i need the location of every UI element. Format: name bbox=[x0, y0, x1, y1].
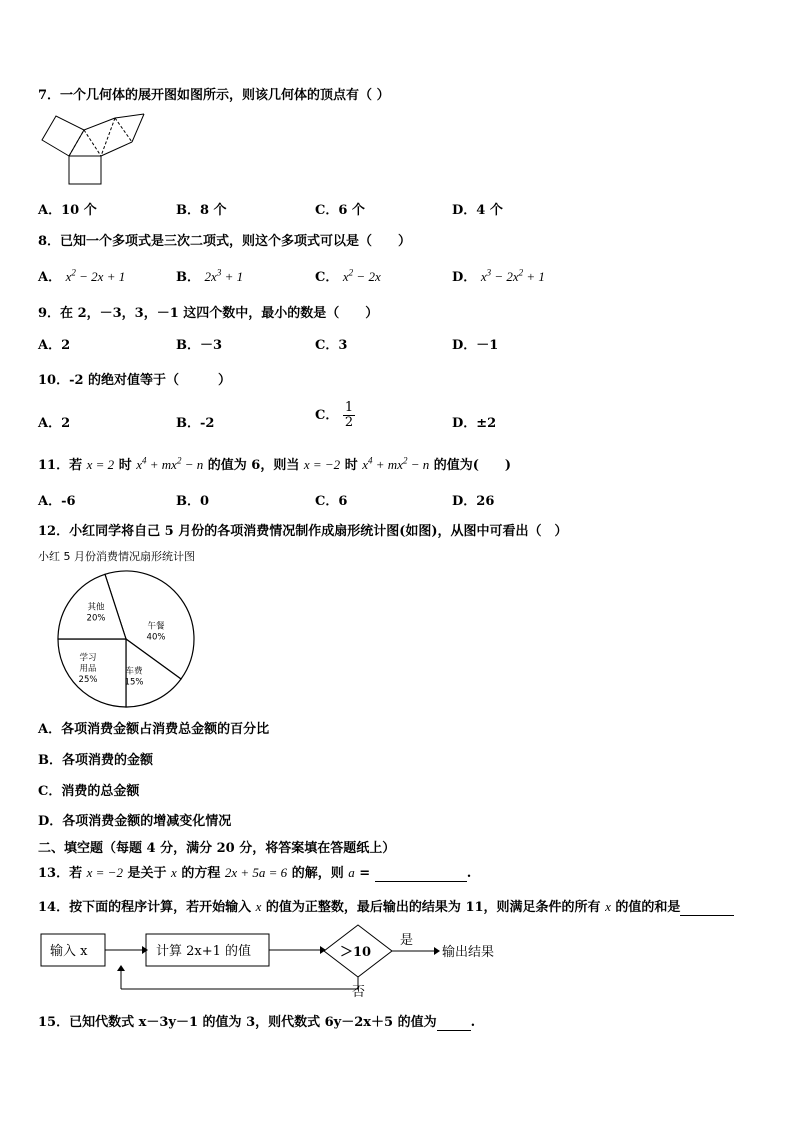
pie-label-2: 学习 bbox=[79, 653, 97, 663]
q8-option-a[interactable]: A． $x^2 - 2x + 1$ bbox=[38, 267, 126, 285]
input-label: 输入 x bbox=[50, 944, 88, 959]
q10-option-d[interactable]: D．±2 bbox=[452, 416, 497, 431]
q12-option-c[interactable]: C．消费的总金额 bbox=[38, 784, 140, 799]
pie-label-0: 40% bbox=[146, 632, 166, 643]
q8-option-c[interactable]: C． $x^2 - 2x$ bbox=[315, 267, 381, 285]
fraction: $\frac{1}{2}$ bbox=[344, 400, 354, 430]
pie-label-1: 15% bbox=[124, 677, 144, 688]
answer-blank[interactable] bbox=[437, 1015, 471, 1031]
q7-option-c[interactable]: C．6 个 bbox=[315, 203, 365, 218]
pie-label-3: 20% bbox=[86, 613, 106, 624]
q13-stem: 13．若 x = −2 是关于 x 的方程 2x + 5a = 6 的解，则 a = . bbox=[38, 865, 472, 881]
pie-label-0: 午餐 bbox=[147, 621, 165, 632]
q10-stem: 10．-2 的绝对值等于（ ） bbox=[38, 373, 232, 388]
q7-stem: 7．一个几何体的展开图如图所示，则该几何体的顶点有（ ） bbox=[38, 88, 390, 103]
q8-option-b[interactable]: B． $2x^3 + 1$ bbox=[176, 267, 244, 285]
q9-option-a[interactable]: A．2 bbox=[38, 338, 71, 353]
q8-option-d[interactable]: D． $x^3 - 2x^2 + 1$ bbox=[452, 267, 545, 285]
net-figure bbox=[40, 110, 150, 186]
compute-label: 计算 2x+1 的值 bbox=[156, 944, 252, 959]
q11-stem: 11．若 x = 2 时 $x^4 + mx^2 - n$ 的值为 6，则当 x = −2 时 $x^4 + mx^2 - n$ 的值为( ) bbox=[38, 455, 512, 473]
pie-label-2: 25% bbox=[78, 675, 98, 685]
yes-label: 是 bbox=[400, 933, 414, 948]
q7-option-b[interactable]: B．8 个 bbox=[176, 203, 227, 218]
condition-label: ＞10 bbox=[340, 945, 372, 960]
q12-option-a[interactable]: A．各项消费金额占消费总金额的百分比 bbox=[38, 722, 270, 737]
q14-stem: 14．按下面的程序计算，若开始输入 x 的值为正整数，最后输出的结果为 11，则满足条件的所有 x 的值的和是 bbox=[38, 896, 734, 916]
pie-label-3: 其他 bbox=[87, 602, 105, 613]
q9-option-c[interactable]: C．3 bbox=[315, 338, 348, 353]
q9-stem: 9．在 2，－3，3，－1 这四个数中，最小的数是（ ） bbox=[38, 306, 379, 321]
q8-stem: 8．已知一个多项式是三次二项式，则这个多项式可以是（ ） bbox=[38, 234, 412, 249]
pie-label-1: 车费 bbox=[125, 666, 143, 677]
q9-option-b[interactable]: B．－3 bbox=[176, 338, 223, 353]
q12-stem: 12．小红同学将自己 5 月份的各项消费情况制作成扇形统计图(如图)，从图中可看出（ ） bbox=[38, 524, 568, 539]
section-heading: 二、填空题（每题 4 分，满分 20 分，将答案填在答题纸上） bbox=[38, 841, 396, 856]
pie-chart bbox=[55, 568, 197, 710]
q11-option-b[interactable]: B．0 bbox=[176, 494, 210, 509]
no-label: 否 bbox=[352, 985, 366, 998]
program-flowchart bbox=[38, 924, 518, 998]
pie-label-2: 用品 bbox=[79, 664, 97, 674]
q15-stem: 15．已知代数式 x－3y－1 的值为 3，则代数式 6y－2x＋5 的值为 . bbox=[38, 1015, 476, 1030]
q12-option-d[interactable]: D．各项消费金额的增减变化情况 bbox=[38, 814, 232, 829]
answer-blank[interactable] bbox=[680, 900, 734, 916]
q10-option-a[interactable]: A．2 bbox=[38, 416, 71, 431]
q11-option-a[interactable]: A．-6 bbox=[38, 494, 76, 509]
q9-option-d[interactable]: D．－1 bbox=[452, 338, 499, 353]
chart-title: 小红 5 月份消费情况扇形统计图 bbox=[38, 550, 195, 563]
q10-option-c[interactable]: C． $\frac{1}{2}$ bbox=[315, 400, 354, 430]
q7-option-a[interactable]: A．10 个 bbox=[38, 203, 97, 218]
q11-option-c[interactable]: C．6 bbox=[315, 494, 348, 509]
q7-option-d[interactable]: D．4 个 bbox=[452, 203, 503, 218]
answer-blank[interactable] bbox=[375, 866, 467, 882]
q11-option-d[interactable]: D．26 bbox=[452, 494, 495, 509]
q12-option-b[interactable]: B．各项消费的金额 bbox=[38, 753, 153, 768]
output-label: 输出结果 bbox=[442, 945, 495, 960]
q10-option-b[interactable]: B．-2 bbox=[176, 416, 215, 431]
